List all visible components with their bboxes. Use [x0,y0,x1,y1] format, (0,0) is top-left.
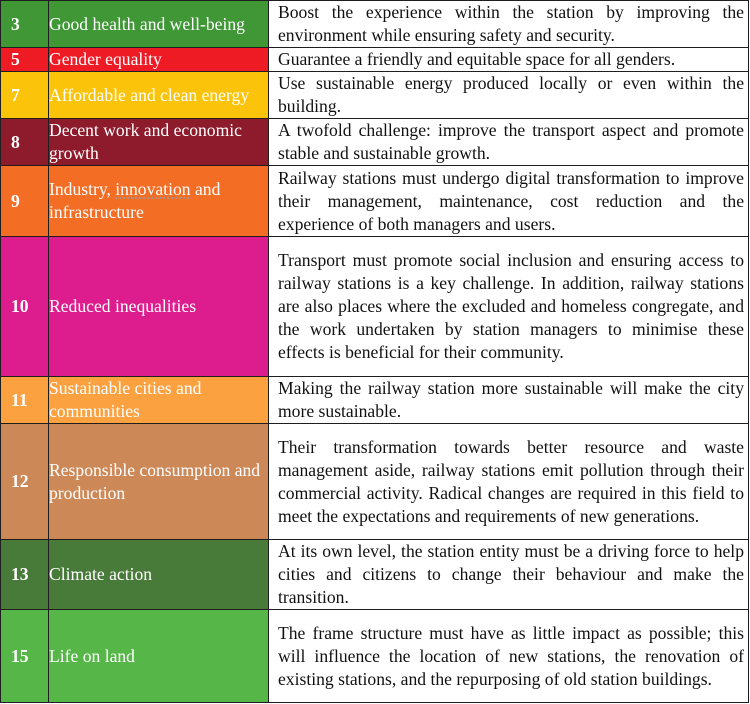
goal-name-part: and infrastructure [49,179,221,222]
table-row [1,1,749,48]
goal-name: Decent work and economic growth [49,119,269,166]
goal-description: Making the railway station more sustainable will make the city more sustainable. [269,377,749,424]
goal-description: The frame structure must have as little impact as possible; this will influence the location of new stations, the renovation of existing stations, and the repurposing of old station buildings. [269,610,749,703]
goal-name-part: Industry, [49,179,116,199]
table-row [1,540,749,610]
goal-name: Reduced inequalities [49,237,269,377]
goal-number: 13 [1,540,49,610]
table-row [1,119,749,166]
goal-number: 7 [1,72,49,119]
goal-description: Guarantee a friendly and equitable space for all genders. [269,48,749,72]
goal-description: At its own level, the station entity must be a driving force to help cities and citizens to change their behaviour and make the transition. [269,540,749,610]
goal-description: A twofold challenge: improve the transport aspect and promote stable and sustainable growth. [269,119,749,166]
table-row [1,377,749,424]
goal-description: Boost the experience within the station by improving the environment while ensuring safety and security. [269,1,749,48]
table-row [1,424,749,540]
table-row [1,48,749,72]
goal-number: 10 [1,237,49,377]
goal-name: Responsible consumption and production [49,424,269,540]
goal-name: Good health and well-being [49,1,269,48]
goal-number: 9 [1,166,49,237]
table-row [1,72,749,119]
goal-number: 3 [1,1,49,48]
goal-number: 5 [1,48,49,72]
goal-description: Railway stations must undergo digital transformation to improve their management, maintenance, cost reduction and the experience of both managers and users. [269,166,749,237]
table-row [1,166,749,237]
goal-description: Use sustainable energy produced locally or even within the building. [269,72,749,119]
goal-description: Their transformation towards better resource and waste management aside, railway stations emit pollution through their commercial activity. Radical changes are required in this field to meet the expectations and requirements of new generations. [269,424,749,540]
sdg-table-body [1,1,749,703]
goal-number: 15 [1,610,49,703]
goal-number: 12 [1,424,49,540]
goal-name: Affordable and clean energy [49,72,269,119]
table-row [1,237,749,377]
goal-name: Life on land [49,610,269,703]
goal-name: Sustainable cities and communities [49,377,269,424]
spellcheck-marked-word: innovation [115,179,191,199]
goal-name: Climate action [49,540,269,610]
goal-description: Transport must promote social inclusion and ensuring access to railway stations is a key challenge. In addition, railway stations are also places where the excluded and homeless congregate, and the work undertaken by station managers to minimise these effects is beneficial for their community. [269,237,749,377]
table-row [1,610,749,703]
goal-number: 11 [1,377,49,424]
goal-number: 8 [1,119,49,166]
goal-name: Gender equality [49,48,269,72]
goal-name [49,166,269,237]
